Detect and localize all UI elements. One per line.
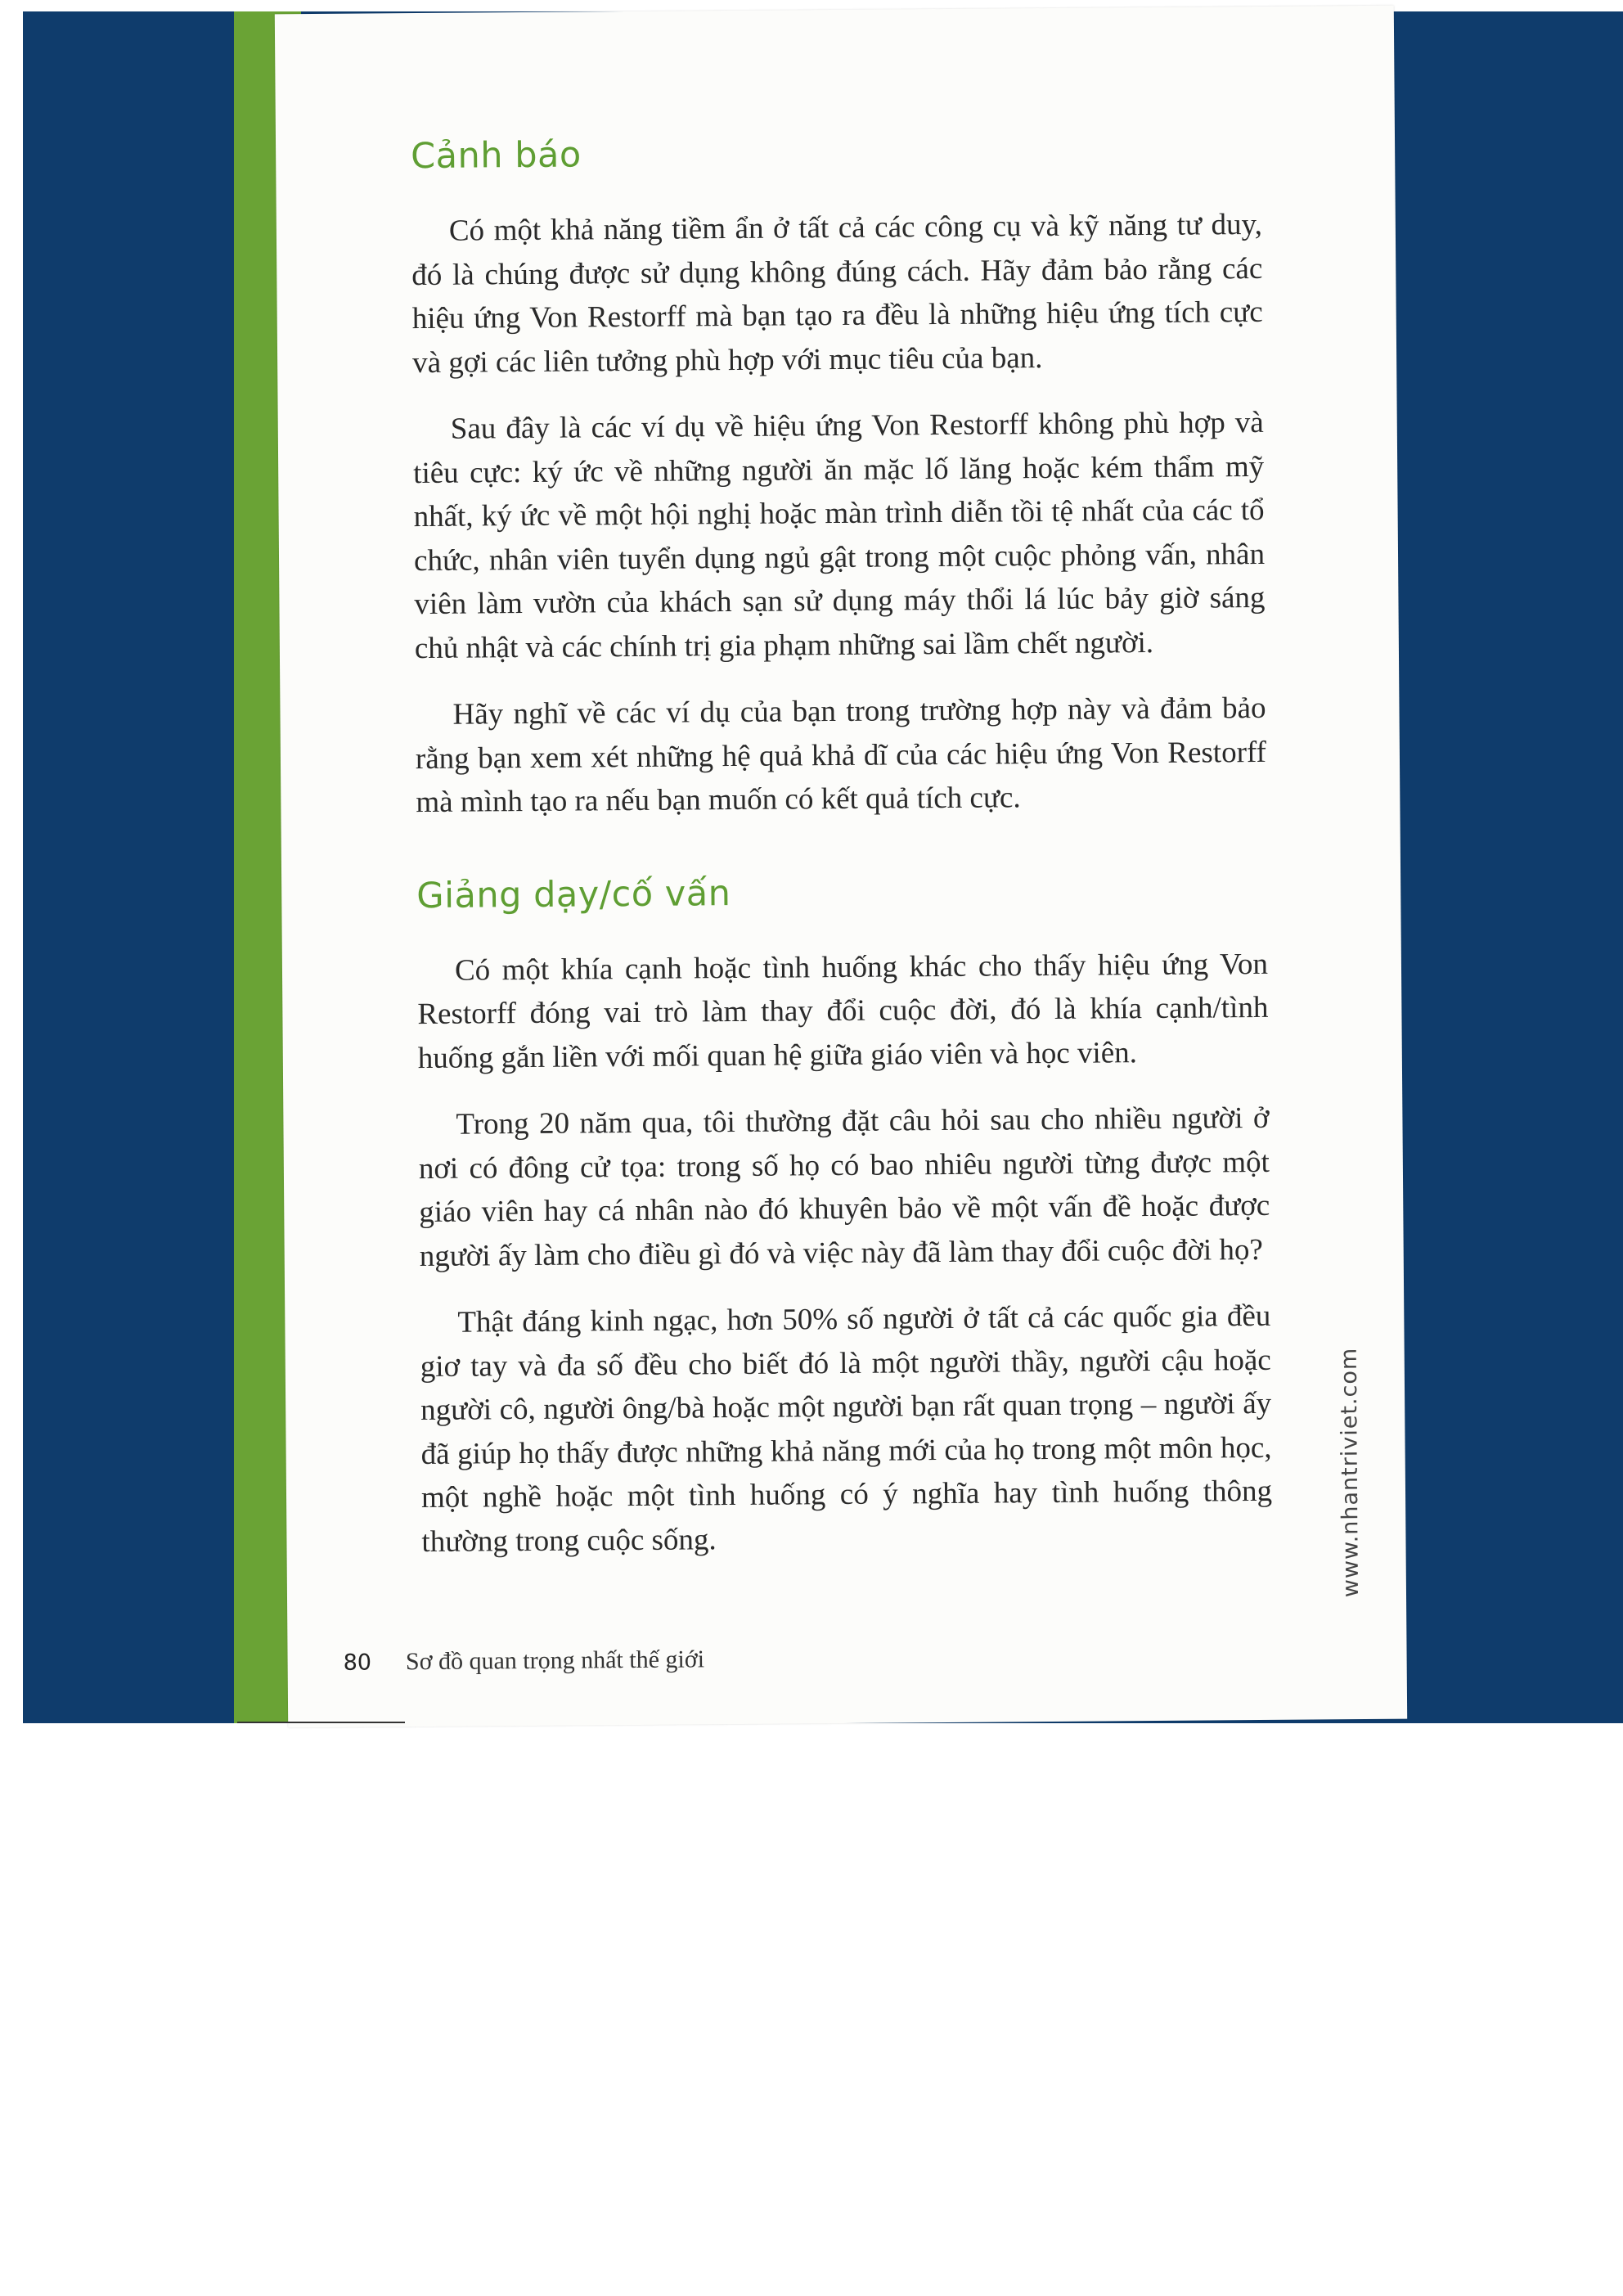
paragraph: Sau đây là các ví dụ về hiệu ứng Von Restorff không phù hợp và tiêu cực: ký ức về những người ăn mặc lố lăng hoặc kém thẩm mỹ nhất, ký ức về một hội nghị hoặc màn trình diễn tồi tệ nhất của các tổ chức, nhân viên tuyển dụng ngủ gật trong một cuộc phỏng vấn, nhân viên làm vườn của khách sạn sử dụng máy thổi lá lúc bảy giờ sáng chủ nhật và các chính trị gia phạm những sai lầm chết người. xyxy=(413,405,1266,665)
paragraph: Trong 20 năm qua, tôi thường đặt câu hỏi sau cho nhiều người ở nơi có đông cử tọa: trong số họ có bao nhiêu người từng được một giáo viên hay cá nhân nào đó khuyên bảo về một vấn đề hoặc được người ấy làm cho điều gì đó và việc này đã làm thay đổi cuộc đời họ? xyxy=(418,1101,1270,1273)
paragraph: Có một khả năng tiềm ẩn ở tất cả các công cụ và kỹ năng tư duy, đó là chúng được sử dụng không đúng cách. Hãy đảm bảo rằng các hiệu ứng Von Restorff mà bạn tạo ra đều là những hiệu ứng tích cực và gợi các liên tưởng phù hợp với mục tiêu của bạn. xyxy=(411,207,1263,380)
paragraph: Thật đáng kinh ngạc, hơn 50% số người ở tất cả các quốc gia đều giơ tay và đa số đều cho biết đó là một người thầy, người cậu hoặc người cô, người ông/bà hoặc một người bạn rất quan trọng – người ấy đã giúp họ thấy được những khả năng mới của họ trong một môn học, một nghề hoặc một tình huống có ý nghĩa hay tình huống thông thường trong cuộc sống. xyxy=(420,1299,1273,1559)
paragraph: Có một khía cạnh hoặc tình huống khác cho thấy hiệu ứng Von Restorff đóng vai trò làm thay đổi cuộc đời, đó là khía cạnh/tình huống gắn liền với mối quan hệ giữa giáo viên và học viên. xyxy=(417,947,1269,1075)
running-title: Sơ đồ quan trọng nhất thế giới xyxy=(405,1645,705,1676)
section-heading-teaching: Giảng dạy/cố vấn xyxy=(416,872,731,916)
section-heading-warning: Cảnh báo xyxy=(410,134,582,178)
page-footer xyxy=(343,1645,704,1676)
scan-edge-line xyxy=(237,1722,405,1723)
page-content xyxy=(411,129,1273,1587)
publisher-url: www.nhantriviet.com xyxy=(1336,1347,1364,1598)
book-page xyxy=(275,6,1407,1728)
paragraph: Hãy nghĩ về các ví dụ của bạn trong trường hợp này và đảm bảo rằng bạn xem xét những hệ quả khả dĩ của các hiệu ứng Von Restorff mà mình tạo ra nếu bạn muốn có kết quả tích cực. xyxy=(415,691,1267,820)
page-number: 80 xyxy=(343,1650,372,1676)
